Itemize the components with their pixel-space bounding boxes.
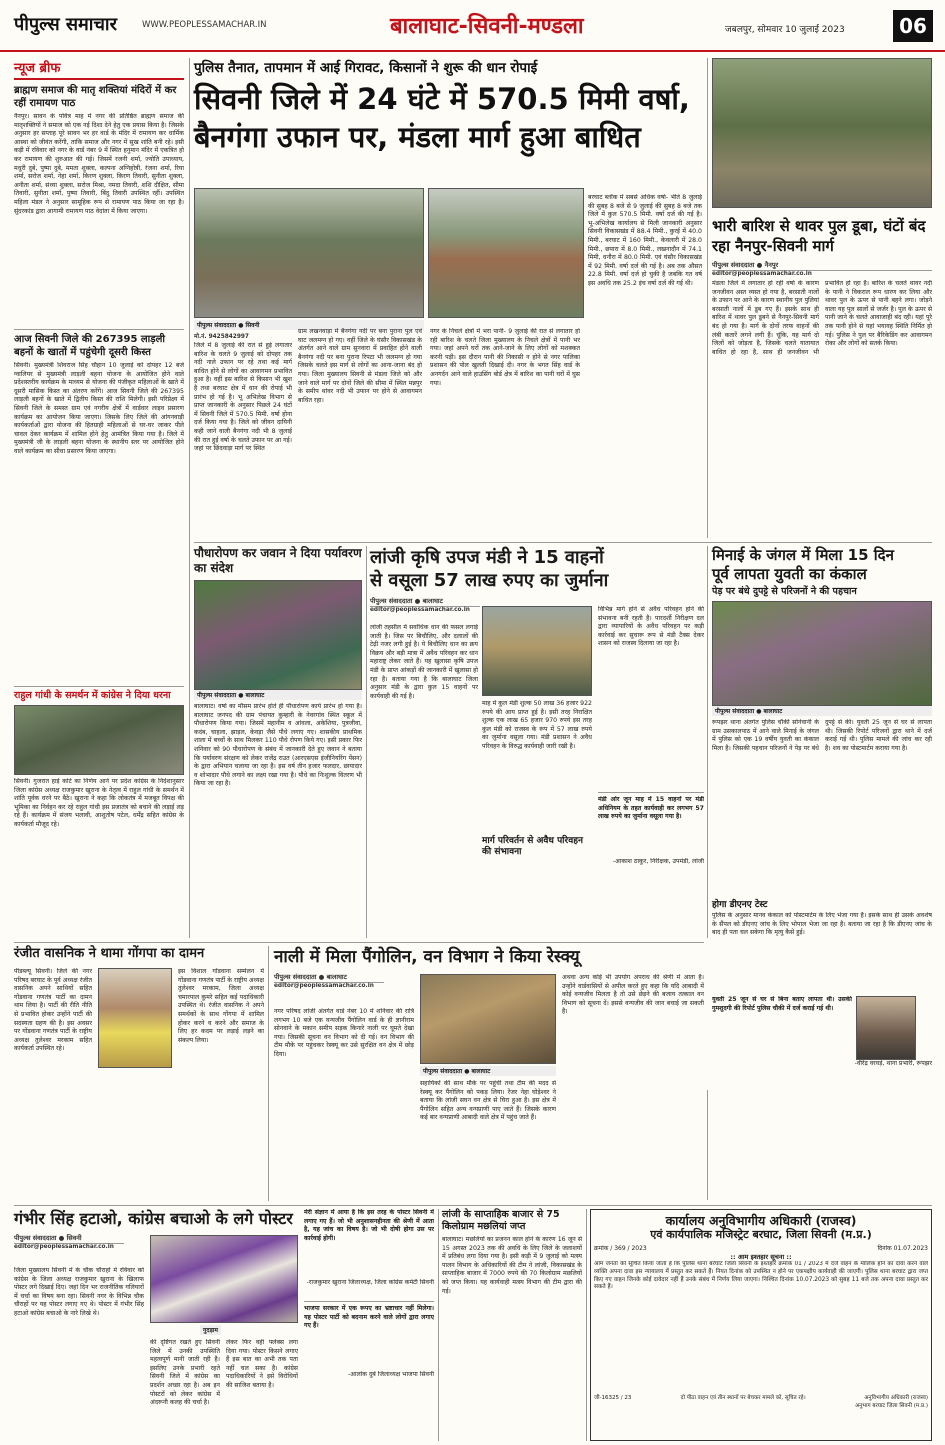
pangolin-col-3: अथवा अन्य कोई भी उपयोग अपराध की श्रेणी में आता है। उन्होंने वार्डवासियों से अपील करते हुए कहा कि यदि आबादी में कोई वन्यजीव मिलता है तो उसे छेड़ने की बजाय तत्काल वन विभाग को सूचना दें। इससे वन्यजीव की जान बचाई जा सकती है। — [562, 974, 704, 1016]
fish-ban-story — [442, 1209, 582, 1441]
brief-3-photo — [14, 705, 184, 775]
ranjeet-photo — [98, 968, 172, 1068]
poster-quotes — [304, 1209, 434, 1439]
environment-caption: पीपुल्स संवाददाता ● बालाघाट — [194, 690, 362, 700]
ranjeet-body: पीडब्ल्यू सिवनी। जिले की नगर परिषद बरघाट के पूर्व अध्यक्ष रंजीत वासनिक अपने साथियों सहित गोंडवाना गणतंत्र पार्टी का दामन थाम लिया है। पार्टी की रीति नीति से प्रभावित होकर उन्होंने पार्टी की सदस्यता ग्रहण की है। इस अवसर पर गोंडवाना गणतंत्र पार्टी के राष्ट्रीय अध्यक्ष तुलेश्वर मरकाम सहित कार्यकर्ता उपस्थित रहे। — [14, 968, 92, 1053]
pangolin-byline: पीपुल्स संवाददाता ● बालाघाट — [274, 972, 384, 983]
lead-mobile: मो.नं. 9425842997 — [194, 334, 249, 340]
brief-1-body: नैनपुर। सावन के पवित्र माह में नगर की प्रतिष्ठित ब्राह्मण समाज की मातृशक्तियों ने समाज को एक नई दिशा देने हेतु एक प्रयास किया है। जिसके अनुसार हर सप्ताह पूरे सावन भर हर वार्ड के मंदिर में रामायण कर धार्मिक आस्था को जीवंत करेंगी, ताकि समाज और नगर में सुख शांति बनी रहे। इसी कड़ी में रविवार को नगर के वार्ड नंबर 9 में स्थित हनुमान मंदिर में एकत्रित हो कर रामायण की शुरुआत की गई। जिसमें रजनी शर्मा, ज्योति उपाध्याय, मधुरी दुबे, पुष्पा दुबे, ममता शुक्ला, कल्पना अग्निहोत्री, रंजना शर्मा, रिया शर्मा, सरोज शर्मा, नेहा शर्मा, किरण शुक्ला, किरण तिवारी, सुनीता शुक्ला, अनीता शर्मा, संध्या शुक्ला, सरोज मिश्रा, नमदा तिवारी, शशि दीक्षित, सीमा तिवारी, सुनीता शर्मा, पुष्पा तिवारी, बिंदु तिवारी उपस्थित रहीं। उपस्थित महिला मंडल ने अनुसार सामूहिक रूप से रामायण पाठ किया जा रहा है। सुंदरकांड द्वारा आगामी रामायण पाठ वेदांता में किया जाएगा। — [14, 113, 184, 215]
bridge-email: editor@peoplessamachar.co.in — [712, 271, 812, 277]
mandi-byline: पीपुल्स संवाददाता ● बालाघाट — [370, 596, 480, 607]
mandi-photo — [482, 606, 592, 696]
masthead — [0, 0, 945, 52]
pangolin-email: editor@peoplessamachar.co.in — [274, 983, 374, 989]
mandi-col-2: माह में कुल मंडी शुल्क 50 लाख 36 हजार 922 रुपये की आय प्राप्त हुई है। इसी तरह निराक्षित शुल्क एक लाख 65 हजार 970 रुपये इस तरह कुल मंडी को राजस्व के रूप में 57 लाख रुपये का जुर्माना वसूला गया। मंडी प्रशासन ने अवैध परिवहन के विरुद्ध कार्यवाही जारी रखी है। — [482, 700, 592, 750]
lead-col-2: ग्राम लखनवाड़ा में बैनगंगा नदी पर बना पुराना पुल एवं घाट जलमग्न हो गए। वहीं जिले के घंसौर विकासखंड के अंतर्गत आने वाले ग्राम सुनवारा में प्रवाहित होने वाली बैनगंगा नदी पर बना पुराना रिपटा भी जलमग्न हो गया जिसके चलते इस मार्ग से लोगों का आना-जाना बंद हो गया। जिला मुख्यालय सिवनी से मंडला जिले को और जाने वाले मार्ग पर दोनों जिले की सीमा में स्थित मन्नपुर के समीप थांवर नदी भी उफान पर होने से आवागमन बाधित रहा। — [298, 328, 422, 404]
poster-photo — [150, 1235, 298, 1323]
notice-header: :: आम इश्तहार सूचना :: — [730, 1253, 792, 1261]
ranjeet-headline[interactable]: रंजीत वासनिक ने थामा गोंगपा का दामन — [14, 946, 205, 961]
notice-date: दिनांक 01.07.2023 — [877, 1245, 928, 1252]
dateline: जबलपुर, सोमवार 10 जुलाई 2023 — [725, 25, 845, 35]
lead-col-4: बरघाट ब्लॉक में सबसे अधिक वर्षा- भीते 8 जुलाई की सुबह 8 बजे से 9 जुलाई की सुबह 8 बजे तक जिले में कुल 570.5 मिमी. वर्षा दर्ज की गई है। भू-अभिलेख कार्यालय से मिली जानकारी अनुसार सिवनी विकासखंड में 88.4 मिमी., कुरई में 40.0 मिमी., बरघाट में 160 मिमी., केवलारी में 28.0 मिमी., छपारा में 8.0 मिमी., लखनादौन में 74.1 मिमी, धनौरा में 80.0 मिमी. एवं घंसौर विकासखंड में 92 मिमी. वर्षा दर्ज की गई है। अब तक औसत 22.8 मिमी. वर्षा दर्ज हो चुकी है जबकि गत वर्ष इस अवधि तक 25.2 इंच वर्षा दर्ज की गई थी। — [588, 194, 702, 287]
pangolin-caption: पीपुल्स संवाददाता ● बालाघाट — [420, 1066, 556, 1076]
poster-col-3: लेकर फिर वही फ्लेक्स लगा दिया गया। पोस्टर किसने लगाए हैं इस बात का अभी तक पता नहीं चल सका है। कांग्रेस पदाधिकारियों ने इसे विरोधियों की साजिश बताया है। — [226, 1339, 298, 1389]
skeleton-caption: पीपुल्स संवाददाता ● बालाघाट — [712, 706, 932, 716]
mandi-subhead: मार्ग परिवर्तन से अवैध परिवहन की संभावना — [482, 836, 583, 857]
notice-footer-left: जी-16325 / 23 — [594, 1395, 632, 1401]
lead-photo-caption: पीपुल्स संवाददाता ● सिवनी — [194, 320, 424, 330]
environment-headline[interactable]: पौधारोपण कर जवान ने दिया पर्यावरण का संदेश — [194, 546, 362, 575]
pangolin-photo — [420, 974, 556, 1064]
bridge-byline: पीपुल्स संवाददाता ● नैनपुर — [712, 260, 932, 271]
poster-col-2: की दृष्टिगत रखते हुए सिवनी जिले में उनकी उपस्थिति महत्वपूर्ण मानी जाती रही है। इसलिए उनके प्रभारी रहते सिवनी जिले में कांग्रेस का प्रदर्शन अच्छा रहा है। अब इन पोस्टरों को लेकर कांग्रेस में अंदरूनी कलह की चर्चा है। — [150, 1339, 220, 1407]
poster-byline: पीपुल्स संवाददाता ● सिवनी — [14, 1233, 124, 1244]
news-brief-column — [14, 58, 184, 938]
poster-quote-1-by: -राजकुमार खुराना जिलाध्यक्ष, जिला कांग्रेस कमेटी सिवनी — [306, 1279, 434, 1286]
pangolin-headline[interactable]: नाली में मिला पैंगोलिन, वन विभाग ने किया रेस्क्यू — [274, 947, 580, 967]
notice-sign-1: अनुविभागीय अधिकारी (राजस्व) — [864, 1395, 928, 1401]
lead-headline-1[interactable]: सिवनी जिले में 24 घंटे में 570.5 मिमी वर्षा, — [194, 82, 690, 116]
brief-3-headline[interactable]: राहुल गांधी के समर्थन में कांग्रेस ने दिया धरना — [14, 686, 184, 702]
skeleton-headline-2[interactable]: पूर्व लापता युवती का कंकाल — [712, 565, 867, 583]
skeleton-subhead: पेड़ पर बंधे दुपट्टे से परिजनों ने की पहचान — [712, 586, 857, 597]
brief-2-headline[interactable]: आज सिवनी जिले की 267395 लाड़ली बहनों के खातों में पहुंचेगी दूसरी किस्त — [14, 329, 184, 359]
bridge-headline[interactable]: भारी बारिश से थावर पुल डूबा, घंटों बंद रहा नैनपुर-सिवनी मार्ग — [712, 217, 926, 255]
environment-photo — [194, 580, 362, 690]
notice-sign-2: अनुभाग बरघाट जिला सिवनी (म.प्र.) — [854, 1403, 928, 1409]
mandi-col-3: विभिन्न मार्ग होने से अवैध परिवहन होने की संभावना बनी रहती है। पारदर्शी निरीक्षण दल द्वारा व्यापारियों के अवैध परिवहन पर कड़ी कार्रवाई कर सुचारू रूप से मंडी टैक्स देकर शासन को राजस्व दिलाया जा रहा है। — [598, 606, 704, 648]
poster-quote-2-by: -आलोक दुबे जिलाध्यक्ष भाजपा सिवनी — [347, 1371, 434, 1378]
lead-photo-2 — [428, 188, 584, 318]
notice-title-1: कार्यालय अनुविभागीय अधिकारी (राजस्व) — [665, 1213, 857, 1228]
pangolin-col-2: सहायिकों की साथ मौके पर पहुंची तथा टीम की मदद से रेस्क्यू कर पैंगोलिन को पकड़ लिया। रेंजर नेहा घोड़ेश्वर ने बताया कि लांजी सघन वन क्षेत्र से घिरा हुआ है। इस क्षेत्र में पैंगोलिन सहित अन्य वन्यप्राणी पाए जाते हैं। जिसके कारण कई बार वन्यप्राणी आबादी वाले क्षेत्र में पहुंच जाते हैं। — [420, 1080, 556, 1122]
environment-body: बालाघाट। वर्षा का मौसम प्रारंभ होते ही पौधारोपण कार्य प्रारंभ हो गया है। बालाघाट जनपद की ग्राम पंचायत कुम्हारी के नेवरगांव स्थित स्कूल में पौधारोपण किया गया। जिसमें महानीम व आंवला, अकेशिया, पुत्रजीवा, कदंब, चाहला, झाड़ल, केवड़ा जैसे पौधे लगाए गए। शासकीय प्राथमिक शाला में बच्चों के साथ मिलकर 110 पौधे रोपण किये गए। इसी प्रकार फिर शनिवार को 90 पौधारोपण के संबंध में जानकारी देते हुए जवान ने बताया कि पर्यावरण संरक्षण को लेकर राजेंद्र राउत (आरएसएस इंजीनियरिंग पेंसन) के द्वारा अभियान चलाया जा रहा है। इस वर्ष तीन हजार फलदार, छायादार व शोभादार पौधे लगाने का लक्ष्य रखा गया है। पौधे का निःशुल्क वितरण भी किया जा रहा है। — [194, 703, 362, 788]
poster-quote-1: मेरी संज्ञान में आया है कि इस तरह के पोस्टर सिवनी में लगाए गए हैं। जो भी अनुशासनहीनता की श्रेणी में आता है, यह जांच का विषय है। जो भी दोषी होगा उस पर कार्रवाई होगी। — [304, 1209, 434, 1242]
page-number: 06 — [893, 10, 933, 42]
fish-ban-body: बालाघाट। मछलियों का प्रजनन काल होने के कारण 16 जून से 15 अगस्त 2023 तक की अवधि के लिए जिले के जलाशयों में प्रतिबंध लगा दिया गया है। इसी कड़ी में 9 जुलाई को मत्स्य पालन विभाग के अधिकारियों की टीम ने लांजी, विकासखंड के साप्ताहिक बाजार में 7000 रुपये की 70 किलोग्राम मछलियों को जप्त किया। यह कार्यवाही मत्स्य विभाग की टीम द्वारा की गई। — [442, 1236, 582, 1295]
ranjeet-body-2: इस विशाल गोंडवाना सम्मेलन में गोंडवाना गणतंत्र पार्टी के राष्ट्रीय अध्यक्ष तुलेश्वर मरकाम, जिला अध्यक्ष चमारपाल कुमरे सहित कई पदाधिकारी उपस्थित थे। रंजीत वासनिक ने अपने समर्थकों के साथ गोंगपा में शामिल होकर करने व करने और समाज के लिए हर कदम पर लड़ाई लड़ने का संकल्प लिया। — [178, 968, 264, 1044]
mandi-quote-by: -आकाश ठाकुर, निरीक्षक, उपमंडी, लांजी — [612, 858, 704, 865]
bridge-photo — [712, 58, 932, 208]
mandi-quote — [598, 792, 704, 882]
bridge-story — [712, 58, 932, 538]
notice-case-no: क्रमांक / 369 / 2023 — [594, 1245, 647, 1252]
pangolin-col-1: नगर परिषद लांजी अंतर्गत वार्ड नंबर 10 में शनिवार की रात्रि लगभग 10 बजे एक वन्यजीव पैंगोलिन वार्ड के ही ज्ञानीराम सोनवाने के मकान समीप सड़क किनारे नाली पर घूमते देखा गया। जिसकी सूचना वन विभाग को दी गई। वन विभाग की टीम मौके पर पहुंचकर रेस्क्यू कर उसे सुरक्षित वन क्षेत्र में छोड़ दिया। — [274, 1008, 414, 1058]
skeleton-note-by: -वीरेंद्र वरवड़े, थाना प्रभारी, रूपझर — [854, 1060, 932, 1067]
notice-body: आम जनता को सूचित किया जाता है कि पुलिस थाना बरघाट जिला सिवनी के इश्तहार क्रमांक 01 / 2023 में दर्ज वाहन के मालिक होने का दावा करने वाले व्यक्ति अपना दावा इस न्यायालय में प्रस्तुत कर सकते हैं। नियत दिनांक को उपस्थित न होने पर एकपक्षीय कार्यवाही की जाएगी। पुलिस थाना बरघाट द्वारा जप्त किए गए वाहन जिनके कोई दावेदार नहीं हैं उनके संबंध में निर्णय लिया जाएगा। निश्चित दिनांक 10.07.2023 को सुबह 11 बजे तक अपना दावा प्रस्तुत कर सकते हैं। — [594, 1261, 928, 1291]
mandi-headline-2[interactable]: से वसूला 57 लाख रुपए का जुर्माना — [370, 570, 609, 591]
skeleton-body: रूपझर थाना अंतर्गत पुलिस चौकी सोनेवानी के ग्राम उसकालपाठ में आने वाले मिनाई के जंगल में पुलिस को एक 19 वर्षीय युवती का कंकाल मिला है। जिसकी पहचान परिजनों ने पेड़ पर बंधे दुपट्टे से की। युवती 25 जून से घर से लापता थी। जिसकी रिपोर्ट परिजनों द्वारा थाने में दर्ज कराई गई थी। पुलिस मामले की जांच कर रही है। शव का पोस्टमार्टम कराया गया है। — [712, 719, 932, 752]
skeleton-officer-photo — [856, 996, 916, 1060]
skeleton-note: युवती 25 जून से घर से बिना बताए लापता थी। उसकी गुमशुदगी की रिपोर्ट पुलिस चौकी में दर्ज कराई गई थी। — [712, 996, 852, 1012]
skeleton-subhead-2: होगा डीएनए टेस्ट — [712, 900, 768, 910]
bridge-body: मंडला जिले में लगातार हो रही वर्षा के कारण जनजीवन अस्त व्यस्त हो गया है, बरसाती नालों के उफान पर आने के कारण स्थानीय पुल पुलियां बरसाती नालों में डूब गए हैं। इसके साथ ही बारिश में थावर पुल डूबने से नैनपुर-सिवनी मार्ग बंद हो गया है। मार्ग के दोनों तरफ वाहनों की लंबी कतारें लगने लगी हैं। चूंकि, यह मार्ग दो जिलों को जोड़ता है, जिसके चलते यातायात बाधित हो रहा है, साथ ही जनजीवन भी प्रभावित हो रहा है। बारिश के चलते थावर नदी के पानी ने विकराल रूप धारण कर लिया और थावर पुल के ऊपर से पानी बहने लगा। जोड़ने वाला यह पुल सालों से जर्जर है। पुल के ऊपर से पानी जाने के चलते आवाजाही बंद रही। यहां पूरे तक पानी होने से यहां भयावह स्थिति निर्मित हो गई। पुलिस ने पुल पर बैरिकेडिंग कर आवागमन रोका और लोगों को सतर्क किया। — [712, 280, 932, 356]
mandi-email: editor@peoplessamachar.co.in — [370, 607, 470, 613]
pangolin-story — [274, 946, 704, 1201]
mandi-quote-text: मंडी ओर जून माह में 15 वाहनों पर मंडी अधिनियम के तहत कार्यवाही कर लगभग 57 लाख रुपये का जुर्माना वसूला गया है। — [598, 796, 704, 821]
poster-email: editor@peoplessamachar.co.in — [14, 1244, 114, 1250]
poster-quote-2: भाजपा सरकार में एक रूपए का भ्रष्टाचार नहीं मिलेगा। यह पोस्टर पार्टी को बदनाम करने वाले लोगों द्वारा लगाए गए हैं। — [304, 1301, 434, 1371]
skeleton-headline-1[interactable]: मिनाई के जंगल में मिला 15 दिन — [712, 546, 894, 564]
poster-photo-label: गुदड़ाम — [200, 1325, 221, 1335]
environment-story — [194, 546, 362, 938]
skeleton-body-2: पुलिस के अनुसार मानव कंकाल को पोस्टमार्टम के लिए भेजा गया है। इसके साथ ही उसके अवशेष के सैंपल को डीएनए जांच के लिए भोपाल भेजा जा रहा है। बताया जा रहा है कि डीएनए जांच के बाद ही पता चल सकेगा कि मृत्यु कैसे हुई। — [712, 912, 932, 937]
govt-notice — [590, 1209, 932, 1441]
poster-story — [14, 1209, 434, 1441]
poster-headline[interactable]: गंभीर सिंह हटाओ, कांग्रेस बचाओ के लगे पोस्टर — [14, 1209, 293, 1228]
notice-footer-mid: दो पीठा वाहन एवं तीन स्थानों पर बेचकर मामले को, सूचित रहे। — [680, 1395, 806, 1401]
skeleton-story — [712, 546, 932, 1086]
ranjeet-story — [14, 946, 264, 1201]
poster-col-1: जिला मुख्यालय सिवनी में के चौक चौराहों में रविवार को कांग्रेस के जिला अध्यक्ष राजकुमार खुराना के खिलाफ पोस्टर लगे दिखाई दिए। जहां दिन भर राजनीतिक गलियारों में चर्चा का विषय बना रहा। सिवनी नगर के विभिन्न चौक चौराहों पर यह पोस्टर लगाए गए थे। पोस्टर में गंभीर सिंह हटाओ कांग्रेस बचाओ के नारे लिखे थे। — [14, 1267, 144, 1317]
brief-3-body: सिवनी। गुजरात हाई कोर्ट का निर्णय आने पर प्रदेश कांग्रेस के निर्देशानुसार जिला कांग्रेस अध्यक्ष राजकुमार खुराना के नेतृत्व में राहुल गांधी के समर्थन में शांति पूर्वक धरने पर बैठे। खुराना ने कहा कि लोकतंत्र में मजबूत विपक्ष की भूमिका का निर्वहन कर रहे राहुल गांधी इस प्रजातंत्र को बचाने की लड़ाई लड़ रहे हैं। कार्यक्रम में संजय भलावी, आशुतोष पटेल, धर्मेंद्र सहित कांग्रेस के कार्यकर्ता मौजूद रहे। — [14, 778, 184, 828]
notice-title-2: एवं कार्यपालिक मजिस्ट्रेट बरघाट, जिला सिवनी (म.प्र.) — [650, 1228, 872, 1241]
website-url[interactable]: WWW.PEOPLESSAMACHAR.IN — [142, 20, 267, 30]
brief-1-headline[interactable]: ब्राह्मण समाज की मातृ शक्तियां मंदिरों में कर रहीं रामायण पाठ — [14, 85, 177, 109]
lead-photo — [194, 188, 424, 318]
lead-kicker: पुलिस तैनात, तापमान में आई गिरावट, किसानों ने शुरू की धान रोपाई — [194, 60, 538, 76]
edition-title: बालाघाट-सिवनी-मण्डला — [390, 14, 584, 39]
news-brief-label: न्यूज ब्रीफ — [14, 58, 184, 80]
lead-story — [194, 58, 704, 538]
skeleton-photo — [712, 601, 932, 706]
lead-headline-2[interactable]: बैनगंगा उफान पर, मंडला मार्ग हुआ बाधित — [194, 120, 641, 154]
mandi-story — [370, 546, 704, 938]
lead-col-1: जिले में 8 जुलाई की रात से हुई लगातार बारिश के चलते 9 जुलाई को दोपहर तक नदी नाले उफान पर रहे तथा कई मार्ग बाधित होने से लोगों का आवागमन प्रभावित हुआ है। वहीं इस बारिश से किसान भी खुश है तथा बरघाट क्षेत्र में धान की रोपाई भी प्रारंभ हो गई है। भू अभिलेख विभाग से प्राप्त जानकारी के अनुसार पिछले 24 घंटों में सिवनी जिले में 570.5 मिमी. वर्षा होना दर्ज किया गया है। जिले को जीवन दायिनी कही जाने वाली बैनगंगा नदी भी 8 जुलाई की रात हुई वर्षा के चलते उफान पर आ गई। जहां पर छिंदवाड़ा मार्ग पर स्थित — [194, 342, 292, 453]
lead-col-3: नगर के निचले क्षेत्रों में भरा पानी- 9 जुलाई की रात से लगातार हो रही बारिश के चलते जिला मुख्यालय के निचले क्षेत्रों में पानी भर गया। जहां अपने घरों तक आने-जाने के लिए लोगों को मशक्कत करनी पड़ी। इस दौरान पानी की निकासी न होने से नगर पालिका प्रशासन की पोल खुलती दिखाई दी। नगर के भगत सिंह वार्ड के अनगर्दन आने वाले हाउसिंग बोर्ड क्षेत्र में बारिश का पानी घरों में घुस गया। — [430, 328, 580, 387]
mandi-col-1: लांजी तहसील में सर्वाधिक धान की फसल लगाई जाती है। जिस पर बिचौलिए, और दलालों की टेढ़ी नजर लगी हुई है। ये बिचौलिए धान का क्रय विक्रय और बड़ी मात्रा में अवैध परिवहन कर धान महाराष्ट्र लेकर जाते हैं। यह खुलासा कृषि उपज मंडी के प्राप्त आंकड़ों की जानकारी में खुलासा हो रहा है। बताया गया है कि बालाघाट जिला अनुसार मंडी के द्वारा कुल 15 वाहनों पर कार्यवाही की गई है। — [370, 624, 478, 700]
brief-2-body: सिवनी। मुख्यमंत्री शिवराज सिंह चौहान 10 जुलाई को दोपहर 12 बजे ग्वालियर से मुख्यमंत्री लाड़ली बहना योजना के आयोजित होने वाले प्रदेशस्तरीय कार्यक्रम के माध्यम से योजना की पंजीकृत महिलाओं के खाते में दूसरी मासिक किस्त का अंतरण करेंगे। आज सिवनी जिले की 267395 लाड़ली बहनों के खाते में द्वितीय किस्त की राशि मिलेगी। इसी परिप्रेक्ष्य में सिवनी जिले के समस्त ग्राम एवं नगरीय क्षेत्रों में वार्डवार लाइव प्रसारण कार्यक्रम का आयोजन किया जाएगा। जिसके लिए जिले की आंगनवाड़ी कार्यकर्ताओं द्वारा योजना की हितग्राही महिलाओं से घर-घर जाकर पीले चावल देकर कार्यक्रम में शामिल होने हेतु आमंत्रित किया गया है। जिले में मुख्यमंत्री जी के लाड़ली बहना योजना के स्थानीय स्तर पर आयोजित होने वाले कार्यक्रम का सीधा प्रसारण किया जाएगा। — [14, 362, 184, 455]
paper-name[interactable]: पीपुल्स समाचार — [14, 14, 117, 35]
mandi-headline-1[interactable]: लांजी कृषि उपज मंडी ने 15 वाहनों — [370, 547, 604, 568]
fish-ban-headline[interactable]: लांजी के साप्ताहिक बाजार से 75 किलोग्राम मछलियां जप्त — [442, 1209, 560, 1232]
